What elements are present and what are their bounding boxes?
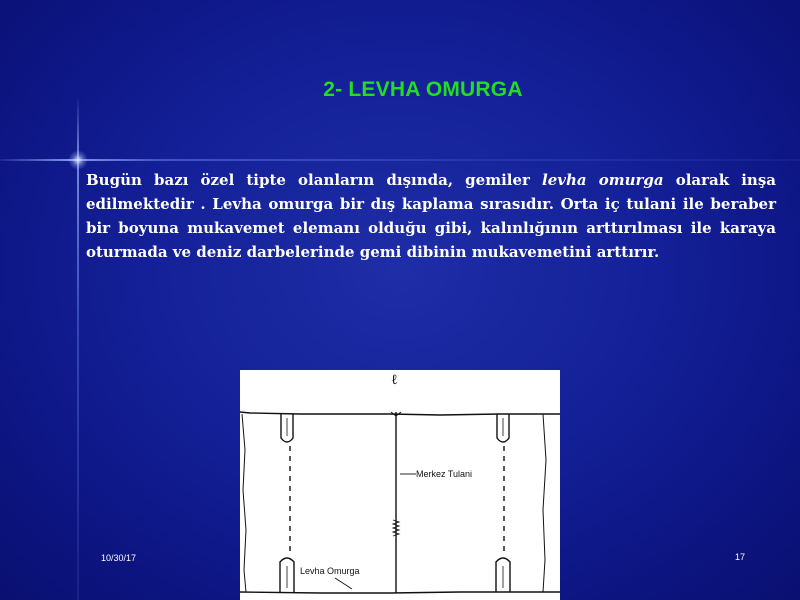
- centerline-symbol: ℓ: [391, 372, 398, 388]
- decorative-horizontal-line: [0, 159, 800, 161]
- footer-date: 10/30/17: [101, 553, 137, 563]
- body-paragraph: [86, 168, 776, 264]
- slide-title: 2- LEVHA OMURGA: [323, 78, 523, 101]
- paragraph-text-start: Bugün bazı özel tipte olanların dışında, gemiler: [86, 171, 543, 189]
- decorative-sparkle-icon: [68, 150, 88, 170]
- footer-page-number: 17: [735, 552, 746, 562]
- label-levha-omurga: Levha Omurga: [300, 566, 360, 576]
- paragraph-emphasis: levha omurga: [542, 171, 664, 189]
- keel-diagram: [240, 370, 560, 600]
- levha-leader-line: [335, 578, 352, 589]
- bottom-plate-line: [240, 592, 560, 593]
- label-merkez-tulani: Merkez Tulani: [416, 469, 473, 479]
- decorative-vertical-line: [77, 96, 79, 600]
- right-edge-line: [543, 414, 546, 592]
- left-edge-line: [242, 414, 246, 592]
- paragraph-text-end: olarak inşa edilmektedir . Levha omurga bir dış kaplama sırasıdır. Orta iç tulani ile beraber bir boyuna mukavemet elemanı olduğu gibi, kalınlığının arttırılması ile karaya oturmada ve deniz darbelerinde gemi dibinin mukavemetini arttırır.: [86, 171, 776, 261]
